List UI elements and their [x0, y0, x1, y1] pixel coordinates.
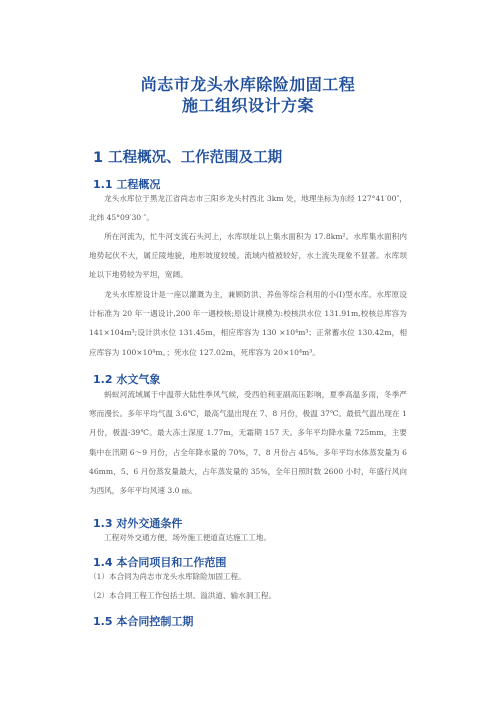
section-1-1-paragraph-1: 龙头水库位于黑龙江省尚志市三阳乡龙头村西北 3km 处，地理坐标为东经 127°41′00″，北纬 45°09′30 ″。: [89, 194, 407, 223]
section-1-heading: 1 工程概况、工作范围及工期: [93, 150, 283, 166]
section-1-1-paragraph-2: 所在河流为，忙牛河支流石头河上，水库坝址以上集水面积为 17.8km²。水库集水面积内地势起伏不大，属丘陵地貌，地形坡度较缓。流域内植被较好，水土流失现象不显著。水库坝址以下地势较为平坦，宽阔。: [89, 232, 407, 280]
section-1-3-paragraph-1: 工程对外交通方便，场外施工便道直达施工工地。: [104, 533, 272, 542]
document-title-line-1: 尚志市龙头水库除险加固工程: [140, 75, 356, 94]
section-1-4-heading: 1.4 本合同项目和工作范围: [93, 556, 227, 569]
document-title-line-2: 施工组织设计方案: [181, 96, 314, 115]
section-1-5-heading: 1.5 本合同控制工期: [93, 615, 194, 628]
section-1-4-item-1: （1）本合同为尚志市龙头水库除险加固工程。: [89, 572, 246, 581]
section-1-1-paragraph-3: 龙头水库原设计是一座以灌溉为主，兼顾防洪、养鱼等综合利用的小(Ⅰ)型水库。水库原设计标准为 20 年一遇设计,200 年一遇校核;原设计规模为:校核洪水位 131.91m,校核总库容为 141×104m³;设计洪水位 131.45m，相应库容为 130 ×10⁴m³；正常蓄水位 130.42m，相应库容为 100×10⁴m。；死水位 127.02m，死库容为 20×10⁴m³。: [89, 290, 407, 357]
section-1-2-paragraph-1: 蚂蚁河流域属于中温带大陆性季风气候，受西伯利亚副高压影响，夏季高温多雨，冬季严寒而漫长。多年平均气温 3.6℃，最高气温出现在 7、8 月份，极温 37℃。最低气温出现在 1 月份，极温-39℃。最大冻土深度 1.77m，无霜期 157 天。多年平均降水量 725mm，主要集中在汛期 6～9 月份，占全年降水量的 70%，7、8 月份占 45%。多年平均水体蒸发量为 646mm，5、6 月份蒸发量最大，占年蒸发量的 35%，全年日照时数 2600 小时，年盛行风向为西风，多年平均风速 3.0 ㎧。: [89, 390, 407, 496]
section-1-1-heading: 1.1 工程概况: [93, 178, 161, 191]
section-1-4-item-2: （2）本合同工程工作包括土坝、溢洪道、输水洞工程。: [89, 591, 277, 600]
section-1-3-heading: 1.3 对外交通条件: [93, 517, 183, 530]
section-1-2-heading: 1.2 水文气象: [93, 373, 161, 386]
